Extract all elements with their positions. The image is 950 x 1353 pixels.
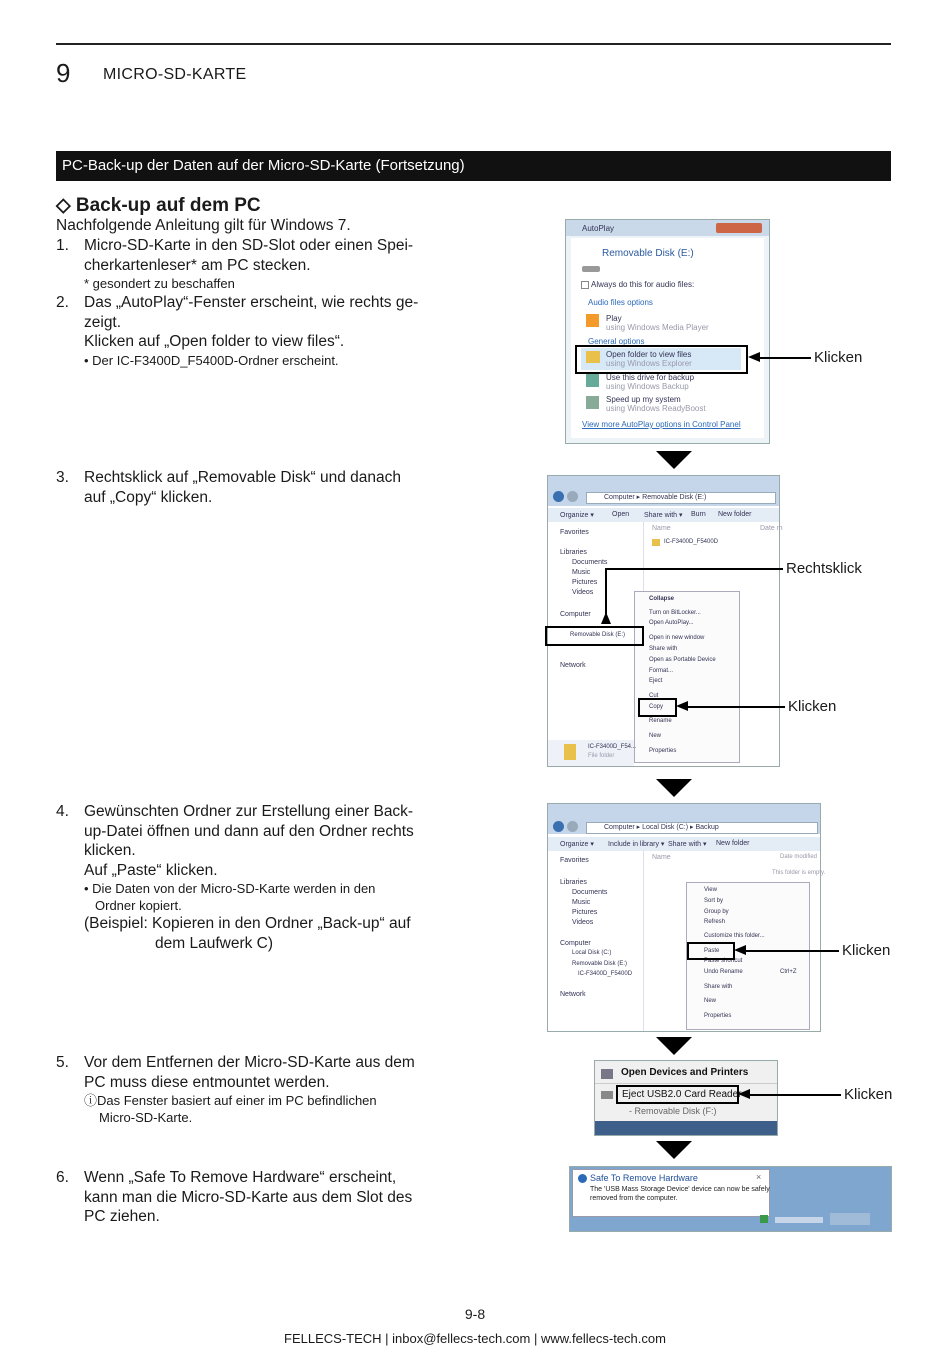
- forward-icon[interactable]: [567, 821, 578, 832]
- step-example: dem Laufwerk C): [155, 934, 274, 952]
- autoplay-disk-name: Removable Disk (E:): [602, 248, 694, 259]
- step-line: Micro-SD-Karte in den SD-Slot oder einen Spei-: [84, 237, 414, 254]
- callout-click-1: Klicken: [814, 349, 863, 366]
- step-note: • Der IC-F3400D_F5400D-Ordner erscheint.: [84, 352, 339, 368]
- open-folder-option[interactable]: Open folder to view files: [606, 350, 692, 359]
- folder-icon: [652, 539, 660, 546]
- tray-icon[interactable]: [760, 1215, 768, 1223]
- step-example: (Beispiel: Kopieren in den Ordner „Back-up“ auf: [84, 915, 411, 932]
- details-name: IC-F3400D_F54...: [588, 744, 637, 750]
- column-date: Date modified: [780, 854, 818, 860]
- safe-remove-notification: [569, 1166, 892, 1232]
- menu-sort-by[interactable]: Sort by: [704, 898, 724, 904]
- menu-undo-rename[interactable]: Undo Rename: [704, 969, 743, 975]
- toolbar-new-folder[interactable]: New folder: [716, 840, 750, 847]
- taskbar: [595, 1121, 777, 1135]
- column-name: Name: [652, 854, 671, 861]
- nav-libraries[interactable]: Libraries: [560, 879, 587, 886]
- menu-new[interactable]: New: [704, 998, 717, 1004]
- step-note: ⓘDas Fenster basiert auf einer im PC befindlichen: [84, 1093, 377, 1108]
- nav-pictures[interactable]: Pictures: [572, 909, 598, 916]
- backup-icon: [586, 374, 599, 387]
- step-line: Wenn „Safe To Remove Hardware“ erscheint,: [84, 1169, 397, 1186]
- empty-folder-text: This folder is empty.: [772, 870, 826, 876]
- step-note: Ordner kopiert.: [95, 898, 182, 913]
- callout-right-click: Rechtsklick: [786, 560, 862, 577]
- step-2-text: [84, 293, 454, 369]
- tray-icons[interactable]: [775, 1217, 823, 1223]
- nav-network[interactable]: Network: [560, 662, 586, 669]
- removable-disk-subitem: - Removable Disk (F:): [629, 1106, 717, 1116]
- callout-line: [744, 950, 839, 952]
- nav-favorites[interactable]: Favorites: [560, 857, 589, 864]
- readyboost-icon: [586, 396, 599, 409]
- step-line: Klicken auf „Open folder to view files“.: [84, 333, 345, 350]
- toolbar-open[interactable]: Open: [612, 511, 630, 518]
- down-arrow-1: [656, 451, 692, 469]
- step-line: Gewünschten Ordner zur Erstellung einer Back-: [84, 803, 414, 820]
- speed-sub: using Windows ReadyBoost: [606, 404, 706, 413]
- info-icon: [578, 1174, 587, 1183]
- nav-music[interactable]: Music: [572, 569, 591, 576]
- menu-rename[interactable]: Rename: [649, 718, 672, 724]
- nav-removable-disk[interactable]: Removable Disk (E:): [572, 961, 628, 967]
- nav-local-disk[interactable]: Local Disk (C:): [572, 950, 612, 956]
- step-note: * gesondert zu beschaffen: [84, 276, 235, 291]
- open-folder-sub: using Windows Explorer: [606, 359, 692, 368]
- down-arrow-4: [656, 1141, 692, 1159]
- menu-divider: [595, 1083, 777, 1084]
- menu-copy[interactable]: Copy: [649, 704, 664, 710]
- callout-line: [686, 706, 785, 708]
- callout-click-3: Klicken: [842, 942, 891, 959]
- step-note: Micro-SD-Karte.: [99, 1110, 193, 1125]
- top-rule: [56, 43, 891, 45]
- menu-format[interactable]: Format...: [649, 668, 674, 674]
- toolbar-share[interactable]: Share with ▾: [668, 841, 707, 848]
- nav-videos[interactable]: Videos: [572, 589, 594, 596]
- back-icon[interactable]: [553, 821, 564, 832]
- highlight-open-folder: [575, 345, 748, 374]
- nav-favorites[interactable]: Favorites: [560, 529, 589, 536]
- step-line: cherkartenleser* am PC stecken.: [84, 256, 311, 274]
- notification-message-line: removed from the computer.: [590, 1195, 678, 1202]
- menu-group-by[interactable]: Group by: [704, 909, 729, 915]
- autoplay-title: AutoPlay: [582, 224, 615, 233]
- menu-new[interactable]: New: [649, 733, 662, 739]
- address-path: Computer ▸ Removable Disk (E:): [604, 494, 707, 501]
- highlight-eject: [616, 1085, 739, 1104]
- chapter-title: MICRO-SD-KARTE: [103, 66, 247, 83]
- step-line: Das „AutoPlay“-Fenster erscheint, wie rechts ge-: [84, 294, 419, 311]
- menu-bitlocker[interactable]: Turn on BitLocker...: [649, 610, 701, 616]
- autoplay-window: [565, 219, 770, 444]
- audio-options-heading: Audio files options: [588, 298, 653, 307]
- drive-icon: [582, 266, 600, 272]
- nav-computer[interactable]: Computer: [560, 940, 591, 947]
- menu-collapse[interactable]: Collapse: [649, 596, 675, 602]
- step-line: up-Datei öffnen und dann auf den Ordner rechts: [84, 822, 414, 840]
- always-label: Always do this for audio files:: [591, 280, 695, 289]
- step-line: PC muss diese entmountet werden.: [84, 1073, 330, 1091]
- highlight-removable-disk: [545, 626, 644, 646]
- step-4-number: 4.: [56, 803, 69, 820]
- step-line: zeigt.: [84, 313, 122, 331]
- column-name: Name: [652, 525, 671, 532]
- menu-eject[interactable]: Eject: [649, 678, 663, 684]
- speed-option[interactable]: Speed up my system: [606, 395, 681, 404]
- nav-pictures[interactable]: Pictures: [572, 579, 598, 586]
- general-options-heading: General options: [588, 337, 645, 346]
- step-5-number: 5.: [56, 1054, 69, 1071]
- toolbar-organize[interactable]: Organize ▾: [560, 512, 594, 519]
- step-1-number: 1.: [56, 237, 69, 254]
- menu-properties[interactable]: Properties: [649, 748, 677, 754]
- play-option[interactable]: Play: [606, 314, 622, 323]
- column-date: Date m: [760, 525, 783, 532]
- step-3-text: [84, 468, 454, 507]
- step-6-number: 6.: [56, 1169, 69, 1186]
- callout-click-2: Klicken: [788, 698, 837, 715]
- menu-open-new-window[interactable]: Open in new window: [649, 635, 705, 641]
- step-4-text: [84, 802, 454, 953]
- close-icon[interactable]: ×: [756, 1172, 762, 1182]
- forward-icon[interactable]: [567, 491, 578, 502]
- step-line: PC ziehen.: [84, 1208, 160, 1225]
- nav-libraries[interactable]: Libraries: [560, 549, 587, 556]
- nav-network[interactable]: Network: [560, 991, 586, 998]
- step-5-text: [84, 1053, 454, 1126]
- nav-music[interactable]: Music: [572, 899, 591, 906]
- step-line: kann man die Micro-SD-Karte aus dem Slot des: [84, 1188, 413, 1206]
- callout-line: [748, 1094, 841, 1096]
- always-checkbox[interactable]: [581, 281, 589, 289]
- printer-icon: [601, 1069, 613, 1079]
- footer-contact: FELLECS-TECH | inbox@fellecs-tech.com | www.fellecs-tech.com: [284, 1331, 666, 1346]
- menu-portable-device[interactable]: Open as Portable Device: [649, 657, 716, 663]
- page-number: 9-8: [464, 1306, 486, 1322]
- nav-ic-folder[interactable]: IC-F3400D_F5400D: [578, 971, 633, 977]
- down-arrow-3: [656, 1037, 692, 1055]
- step-6-text: [84, 1168, 454, 1227]
- menu-paste-shortcut[interactable]: Paste shortcut: [704, 958, 743, 964]
- undo-shortcut: Ctrl+Z: [780, 969, 797, 975]
- section-heading: ◇ Back-up auf dem PC: [56, 195, 261, 216]
- callout-line: [605, 568, 783, 570]
- chapter-number: 9: [56, 58, 71, 88]
- usb-icon: [601, 1091, 613, 1099]
- explorer-removable-window: [547, 475, 783, 767]
- menu-customize[interactable]: Customize this folder...: [704, 933, 765, 939]
- callout-click-4: Klicken: [844, 1086, 893, 1103]
- menu-view[interactable]: View: [704, 887, 717, 893]
- nav-computer[interactable]: Computer: [560, 611, 591, 618]
- step-3-number: 3.: [56, 469, 69, 486]
- down-arrow-2: [656, 779, 692, 797]
- use-drive-option[interactable]: Use this drive for backup: [606, 373, 695, 382]
- step-line: auf „Copy“ klicken.: [84, 488, 213, 506]
- step-line: Rechtsklick auf „Removable Disk“ und danach: [84, 469, 402, 486]
- toolbar-new-folder[interactable]: New folder: [718, 511, 752, 518]
- details-type: File folder: [588, 753, 615, 759]
- notification-title: Safe To Remove Hardware: [590, 1173, 698, 1183]
- notification-message-line: The 'USB Mass Storage Device' device can now be safely: [590, 1186, 770, 1193]
- step-line: klicken.: [84, 842, 136, 859]
- play-sub: using Windows Media Player: [606, 323, 709, 332]
- section-bar: PC-Back-up der Daten auf der Micro-SD-Karte (Fortsetzung): [56, 151, 891, 181]
- close-icon[interactable]: [716, 223, 762, 233]
- menu-open-autoplay[interactable]: Open AutoPlay...: [649, 620, 694, 626]
- explorer-backup-window: [547, 803, 826, 1032]
- nav-videos[interactable]: Videos: [572, 919, 594, 926]
- back-icon[interactable]: [553, 491, 564, 502]
- highlight-paste: [687, 942, 735, 960]
- step-line: Auf „Paste“ klicken.: [84, 861, 218, 879]
- play-icon: [586, 314, 599, 327]
- highlight-copy: [638, 698, 677, 717]
- menu-share-with[interactable]: Share with: [704, 984, 733, 990]
- eject-card-reader-item[interactable]: Eject USB2.0 Card Reader: [622, 1089, 742, 1100]
- folder-icon: [564, 744, 576, 760]
- toolbar-share[interactable]: Share with ▾: [644, 512, 683, 519]
- folder-item[interactable]: IC-F3400D_F5400D: [664, 539, 719, 545]
- toolbar-include-library[interactable]: Include in library ▾: [608, 841, 665, 848]
- nav-documents[interactable]: Documents: [572, 889, 608, 896]
- address-path: Computer ▸ Local Disk (C:) ▸ Backup: [604, 824, 719, 831]
- menu-share-with[interactable]: Share with: [649, 646, 678, 652]
- menu-cut[interactable]: Cut: [649, 693, 659, 699]
- intro-text: Nachfolgende Anleitung gilt für Windows 7.: [56, 217, 351, 234]
- step-note: • Die Daten von der Micro-SD-Karte werden in den: [84, 881, 376, 896]
- more-autoplay-link[interactable]: View more AutoPlay options in Control Panel: [582, 420, 741, 429]
- menu-paste[interactable]: Paste: [704, 948, 720, 954]
- step-2-number: 2.: [56, 294, 69, 311]
- step-1-text: [84, 236, 454, 292]
- nav-divider: [643, 851, 644, 1031]
- toolbar-organize[interactable]: Organize ▾: [560, 841, 594, 848]
- nav-removable-disk[interactable]: Removable Disk (E:): [570, 632, 626, 638]
- nav-documents[interactable]: Documents: [572, 559, 608, 566]
- menu-refresh[interactable]: Refresh: [704, 919, 726, 925]
- clock-area: [830, 1213, 870, 1225]
- callout-line: [758, 357, 811, 359]
- menu-properties[interactable]: Properties: [704, 1013, 732, 1019]
- callout-line-vertical: [605, 568, 607, 614]
- open-devices-item[interactable]: Open Devices and Printers: [621, 1067, 749, 1078]
- use-drive-sub: using Windows Backup: [606, 382, 689, 391]
- toolbar-burn[interactable]: Burn: [691, 511, 706, 518]
- step-line: Vor dem Entfernen der Micro-SD-Karte aus dem: [84, 1054, 415, 1071]
